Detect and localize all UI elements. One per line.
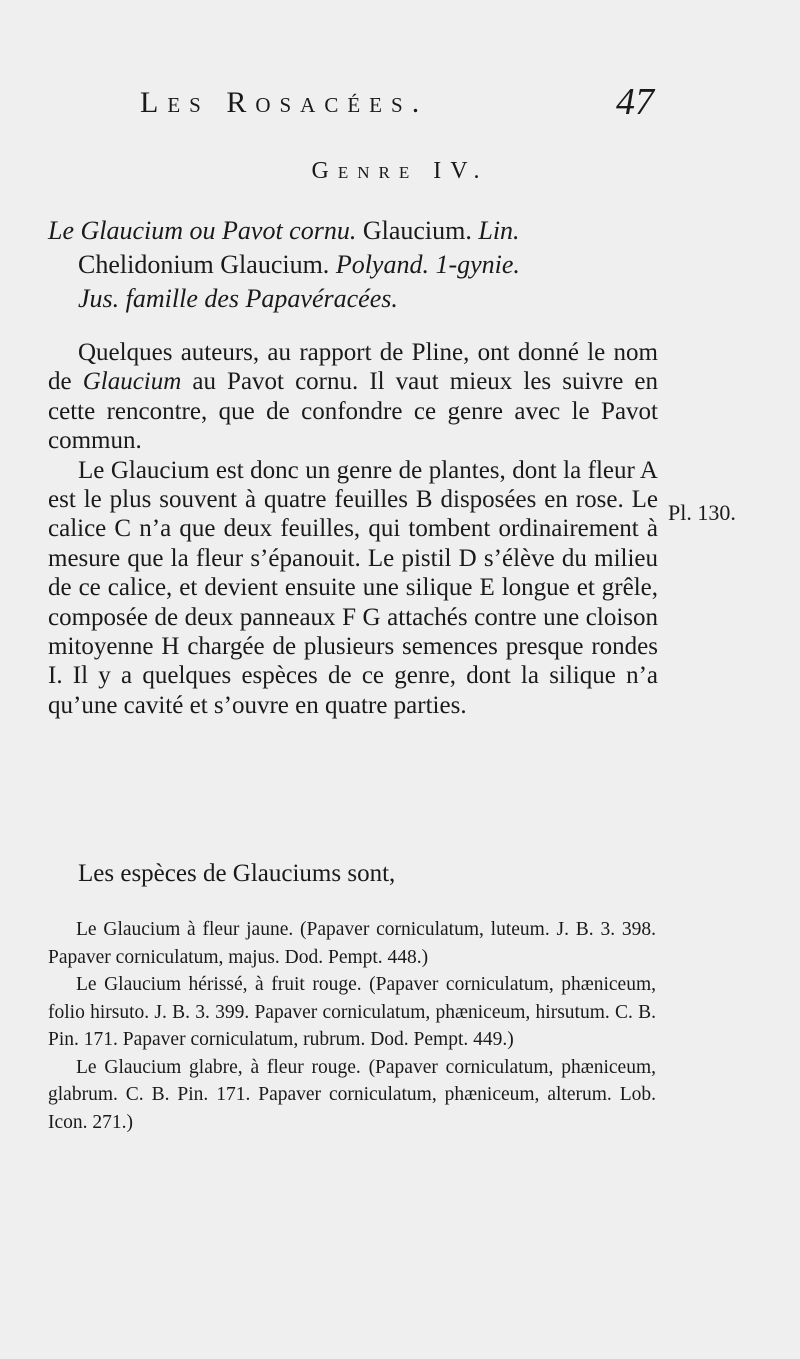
intro-line-3: Jus. famille des Papavéracées.: [78, 284, 398, 313]
intro-line-2: [48, 248, 658, 282]
running-title: Les Rosacées.: [140, 86, 429, 119]
species-list: [48, 916, 656, 1136]
species-entry: Le Glaucium glabre, à fleur rouge. (Papaver corniculatum, phæniceum, glabrum. C. B. Pin. 171. Papaver corniculatum, phæniceum, alterum. Lob. Icon. 271.): [48, 1056, 656, 1133]
genre-heading: Genre IV.: [311, 158, 489, 184]
genus-intro: [48, 214, 658, 316]
linnaeus-ref: Lin.: [478, 216, 520, 245]
paragraph-1-end: au Pavot cornu. Il vaut mieux les suivre en cette rencontre, que de confondre ce genre avec le Pavot commun.: [48, 368, 658, 455]
gynie-ref: 1-gynie.: [428, 250, 520, 279]
chelidonium-name: Chelidonium Glaucium.: [78, 250, 336, 279]
plate-reference: Pl. 130.: [668, 500, 736, 525]
species-heading: Les espèces de Glauciums sont,: [78, 860, 396, 887]
paragraph-1-start: Quelques auteurs, au rapport de Pline, ont donné le nom de: [48, 339, 658, 396]
paragraph-2: Le Glaucium est donc un genre de plantes, dont la fleur A est le plus souvent à quatre feuilles B disposées en rose. Le calice C n’a que deux feuilles, qui tombent ordinairement à mesure que la fleur s’épanouit. Le pistil D s’élève du milieu de ce calice, et devient ensuite une silique E longue et grêle, composée de deux panneaux F G attachés contre une cloison mitoyenne H chargée de plusieurs semences presque rondes I. Il y a quelques espèces de ce genre, dont la silique n’a qu’une cavité et s’ouvre en quatre parties.: [48, 456, 658, 719]
species-entry: Le Glaucium hérissé, à fruit rouge. (Papaver corniculatum, phæniceum, folio hirsuto. J. B. 3. 399. Papaver corniculatum, phæniceum, hirsutum. C. B. Pin. 171. Papaver corniculatum, rubrum. Dod. Pempt. 449.): [48, 974, 656, 1050]
paragraph-1: [48, 338, 658, 456]
genus-title: Le Glaucium ou Pavot cornu.: [48, 216, 357, 245]
page-number: 47: [616, 81, 654, 123]
intro-line-1: [48, 214, 658, 248]
species-entry: Le Glaucium à fleur jaune. (Papaver corniculatum, luteum. J. B. 3. 398. Papaver corniculatum, majus. Dod. Pempt. 448.): [48, 919, 656, 968]
description-text: [48, 338, 658, 720]
running-head: [0, 80, 800, 130]
polyand-ref: Polyand.: [335, 250, 429, 279]
paragraph-1-italic: Glaucium: [82, 368, 182, 396]
genus-latin: Glaucium.: [356, 216, 472, 245]
